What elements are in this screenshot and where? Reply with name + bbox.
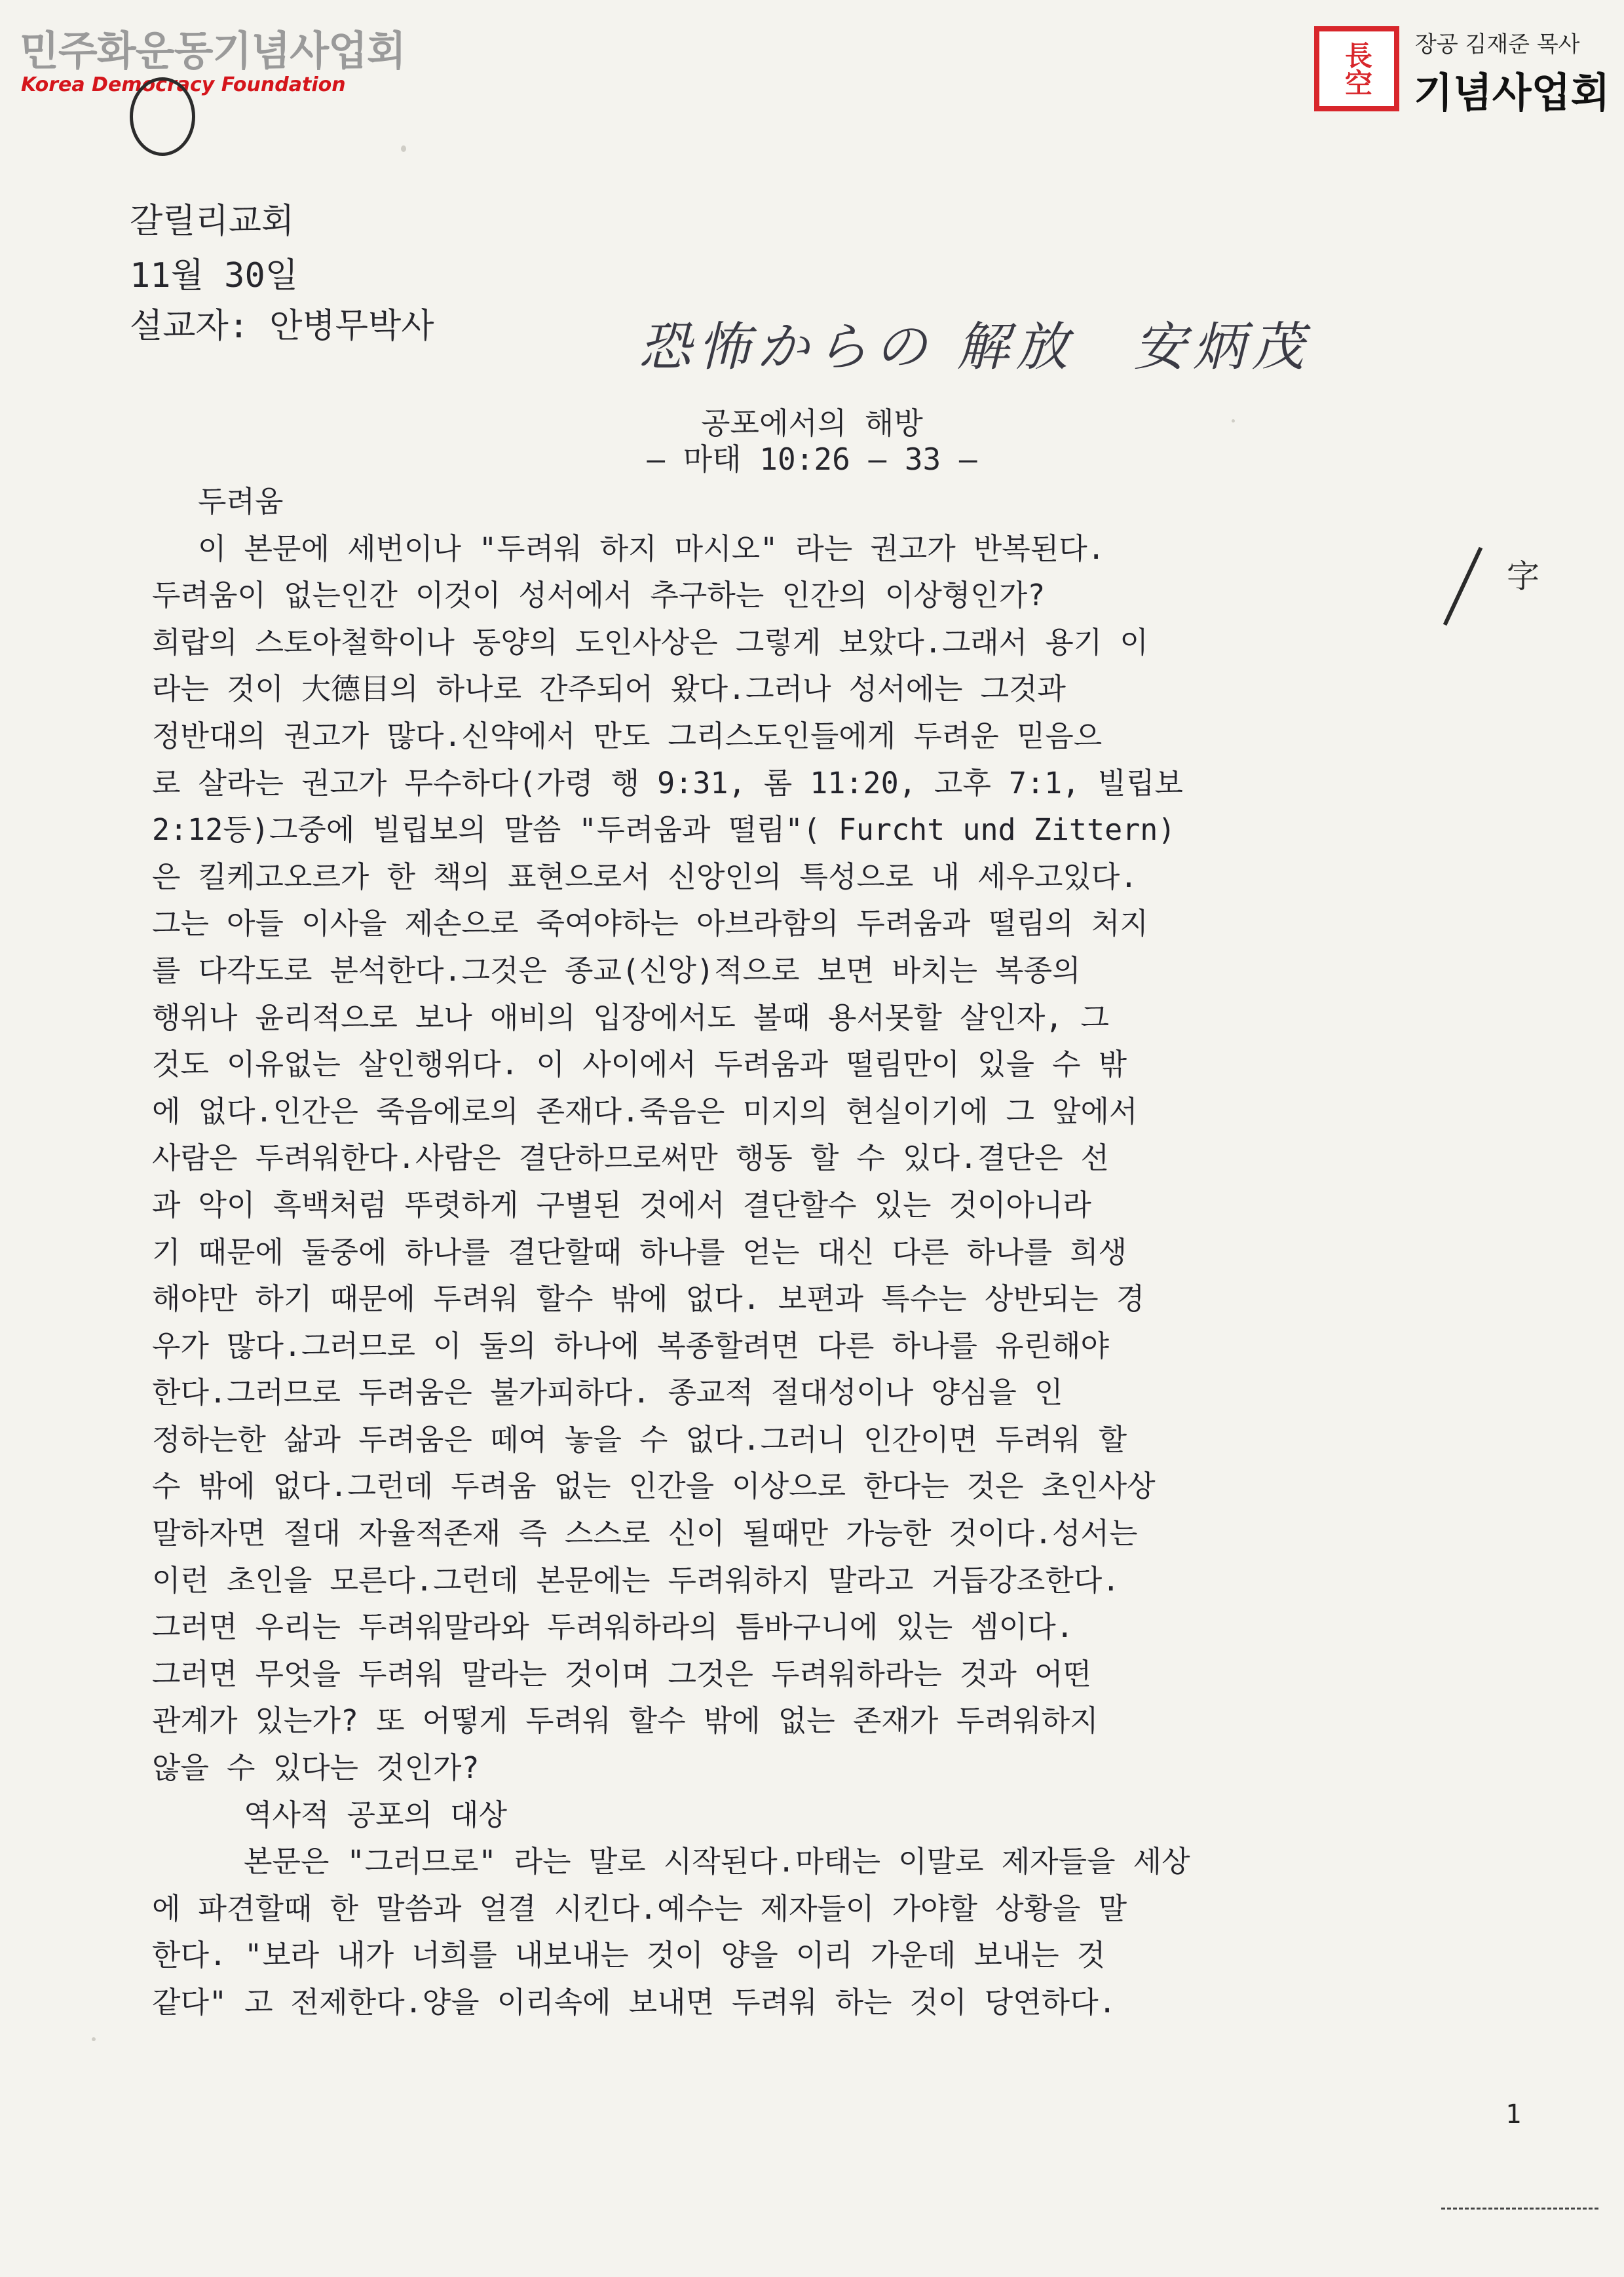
body-line: 사람은 두려워한다.사람은 결단하므로써만 행동 할 수 있다.결단은 선	[152, 1140, 1109, 1176]
body-line: 그러면 무엇을 두려워 말라는 것이며 그것은 두려워하라는 것과 어떤	[152, 1656, 1091, 1691]
scan-edge-mark	[1441, 2208, 1598, 2210]
body-line: 그러면 우리는 두려워말라와 두려워하라의 틈바구니에 있는 셈이다.	[152, 1609, 1074, 1645]
body-line: 우가 많다.그러므로 이 둘의 하나에 복종할려면 다른 하나를 유린해야	[152, 1328, 1109, 1363]
body-line: 한다.그러므로 두려움은 불가피하다. 종교적 절대성이나 양심을 인	[152, 1375, 1063, 1410]
handwritten-title: 恐怖からの 解放 安炳茂	[639, 316, 1311, 377]
body-line: 를 다각도로 분석한다.그것은 종교(신앙)적으로 보면 바치는 복종의	[152, 952, 1081, 988]
body-line: 않을 수 있다는 것인가?	[152, 1750, 480, 1786]
body-line: 같다" 고 전제한다.양을 이리속에 보내면 두려워 하는 것이 당연하다.	[152, 1985, 1116, 2020]
seal-text: 長空	[1341, 41, 1373, 96]
body-line: 2:12등)그중에 빌립보의 말씀 "두려움과 떨림"( Furcht und Zittern)	[152, 812, 1176, 848]
body-line: 정하는한 삶과 두려움은 떼여 놓을 수 없다.그러니 인간이면 두려워 할	[152, 1421, 1127, 1457]
body-line: 정반대의 권고가 많다.신약에서 만도 그리스도인들에게 두려운 믿음으	[152, 718, 1103, 753]
body-line: 희랍의 스토아철학이나 동양의 도인사상은 그렇게 보았다.그래서 용기 이	[152, 624, 1148, 660]
body-line: 말하자면 절대 자율적존재 즉 스스로 신이 될때만 가능한 것이다.성서는	[152, 1516, 1138, 1551]
margin-note: 字	[1507, 557, 1539, 595]
scripture-reference: — 마태 10:26 — 33 —	[647, 442, 977, 477]
handwritten-circle-mark	[130, 77, 195, 156]
body-line: 이 본문에 세번이나 "두려워 하지 마시오" 라는 권고가 반복된다.	[198, 531, 1105, 566]
body-line: 이런 초인을 모른다.그런데 본문에는 두려워하지 말라고 거듭강조한다.	[152, 1562, 1120, 1598]
body-line: 에 파견할때 한 말씀과 얼결 시킨다.예수는 제자들이 가야할 상황을 말	[152, 1891, 1127, 1926]
body-line: 행위나 윤리적으로 보나 애비의 입장에서도 볼때 용서못할 살인자, 그	[152, 1000, 1109, 1035]
sermon-body	[152, 478, 1547, 2026]
paper-speck	[92, 2037, 96, 2041]
sermon-date: 11월 30일	[130, 256, 298, 295]
body-line: 은 킬케고오르가 한 책의 표현으로서 신앙인의 특성으로 내 세우고있다.	[152, 859, 1138, 894]
body-line: 것도 이유없는 살인행위다. 이 사이에서 두려움과 떨림만이 있을 수 밖	[152, 1047, 1127, 1082]
body-line: 라는 것이 大德目의 하나로 간주되어 왔다.그러나 성서에는 그것과	[152, 671, 1067, 707]
foundation-subtitle: 장공 김재준 목사	[1415, 31, 1580, 58]
body-line: 해야만 하기 때문에 두려워 할수 밖에 없다. 보편과 특수는 상반되는 경	[152, 1281, 1145, 1317]
body-line: 한다. "보라 내가 너희를 내보내는 것이 양을 이리 가운데 보내는 것	[152, 1938, 1106, 1973]
body-line: 에 없다.인간은 죽음에로의 존재다.죽음은 미지의 현실이기에 그 앞에서	[152, 1093, 1138, 1129]
body-line: 두려움이 없는인간 이것이 성서에서 추구하는 인간의 이상형인가?	[152, 578, 1046, 613]
paper-speck	[401, 145, 406, 152]
body-line: 수 밖에 없다.그런데 두려움 없는 인간을 이상으로 한다는 것은 초인사상	[152, 1469, 1156, 1504]
foundation-title: 기념사업회	[1414, 69, 1610, 117]
church-name: 갈릴리교회	[130, 202, 295, 241]
body-line: 역사적 공포의 대상	[244, 1797, 507, 1832]
preacher-line: 설교자: 안병무박사	[130, 307, 434, 346]
watermark-english: Korea Democracy Foundation	[21, 73, 346, 96]
body-line: 과 악이 흑백처럼 뚜렷하게 구별된 것에서 결단할수 있는 것이아니라	[152, 1187, 1091, 1222]
body-line: 그는 아들 이사을 제손으로 죽여야하는 아브라함의 두려움과 떨림의 처지	[152, 906, 1148, 941]
red-seal-logo	[1314, 26, 1399, 111]
sermon-title: 공포에서의 해방	[701, 405, 923, 441]
watermark-korean: 민주화운동기념사업회	[20, 27, 406, 75]
body-line: 두려움	[198, 484, 284, 519]
body-line: 관계가 있는가? 또 어떻게 두려워 할수 밖에 없는 존재가 두려워하지	[152, 1703, 1099, 1739]
page-number: 1	[1505, 2099, 1522, 2130]
body-line: 본문은 "그러므로" 라는 말로 시작된다.마태는 이말로 제자들을 세상	[244, 1844, 1190, 1879]
body-line: 로 살라는 권고가 무수하다(가령 행 9:31, 롬 11:20, 고후 7:1, 빌립보	[152, 765, 1183, 800]
body-line: 기 때문에 둘중에 하나를 결단할때 하나를 얻는 대신 다른 하나를 희생	[152, 1234, 1127, 1270]
